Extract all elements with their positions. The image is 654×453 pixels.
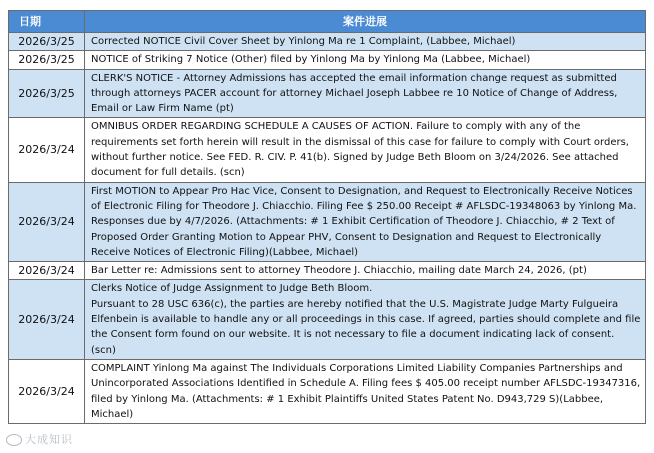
watermark xyxy=(6,431,73,447)
entry-date: 2026/3/24 xyxy=(9,118,85,182)
date-column-header: 日期 xyxy=(9,11,85,33)
entry-date: 2026/3/25 xyxy=(9,69,85,118)
entry-column-header: 案件进展 xyxy=(85,11,646,33)
entry-text: Corrected NOTICE Civil Cover Sheet by Yinlong Ma re 1 Complaint, (Labbee, Michael) xyxy=(85,33,646,51)
table-row xyxy=(9,33,646,51)
watermark-logo-icon xyxy=(6,434,22,446)
table-header-row xyxy=(9,11,646,33)
entry-text: NOTICE of Striking 7 Notice (Other) filed by Yinlong Ma by Yinlong Ma (Labbee, Michael) xyxy=(85,51,646,69)
entry-date: 2026/3/25 xyxy=(9,51,85,69)
table-row xyxy=(9,51,646,69)
entry-date: 2026/3/24 xyxy=(9,182,85,261)
watermark-text: 大成知识 xyxy=(25,433,73,446)
entry-date: 2026/3/24 xyxy=(9,359,85,423)
entry-text: CLERK'S NOTICE - Attorney Admissions has accepted the email information change request as submitted through attorneys PACER account for attorney Michael Joseph Labbee re 10 Notice of Change of Address, Email or Law Firm Name (pt) xyxy=(85,69,646,118)
table-row xyxy=(9,118,646,182)
entry-date: 2026/3/25 xyxy=(9,33,85,51)
table-row xyxy=(9,69,646,118)
table-row xyxy=(9,359,646,423)
entry-text: First MOTION to Appear Pro Hac Vice, Consent to Designation, and Request to Electronically Receive Notices of Electronic Filing for Theodore J. Chiacchio. Filing Fee $ 250.00 Receipt # AFLSDC-19348063 by Yinlong Ma. Responses due by 4/7/2026. (Attachments: # 1 Exhibit Certification of Theodore J. Chiacchio, # 2 Text of Proposed Order Granting Motion to Appear PHV, Consent to Designation and Request to Electronically Receive Notices of Electronic Filing)(Labbee, Michael) xyxy=(85,182,646,261)
entry-date: 2026/3/24 xyxy=(9,280,85,359)
entry-text: Clerks Notice of Judge Assignment to Judge Beth Bloom. Pursuant to 28 USC 636(c), the parties are hereby notified that the U.S. Magistrate Judge Marty Fulgueira Elfenbein is available to handle any or all proceedings in this case. If agreed, parties should complete and file the Consent form found on our website. It is not necessary to file a document indicating lack of consent. (scn) xyxy=(85,280,646,359)
table-row xyxy=(9,280,646,359)
entry-text: OMNIBUS ORDER REGARDING SCHEDULE A CAUSES OF ACTION. Failure to comply with any of the requirements set forth herein will result in the dismissal of this case for failure to comply with Court orders, without further notice. See FED. R. CIV. P. 41(b). Signed by Judge Beth Bloom on 3/24/2026. See attached document for full details. (scn) xyxy=(85,118,646,182)
table-row xyxy=(9,262,646,280)
docket-table-wrapper xyxy=(8,10,645,424)
docket-table xyxy=(8,10,646,424)
table-row xyxy=(9,182,646,261)
entry-text: Bar Letter re: Admissions sent to attorney Theodore J. Chiacchio, mailing date March 24, 2026, (pt) xyxy=(85,262,646,280)
entry-text: COMPLAINT Yinlong Ma against The Individuals Corporations Limited Liability Companies Partnerships and Unincorporated Associations Identified in Schedule A. Filing fees $ 405.00 receipt number AFLSDC-19347316, filed by Yinlong Ma. (Attachments: # 1 Exhibit Plaintiffs United States Patent No. D943,729 S)(Labbee, Michael) xyxy=(85,359,646,423)
entry-date: 2026/3/24 xyxy=(9,262,85,280)
